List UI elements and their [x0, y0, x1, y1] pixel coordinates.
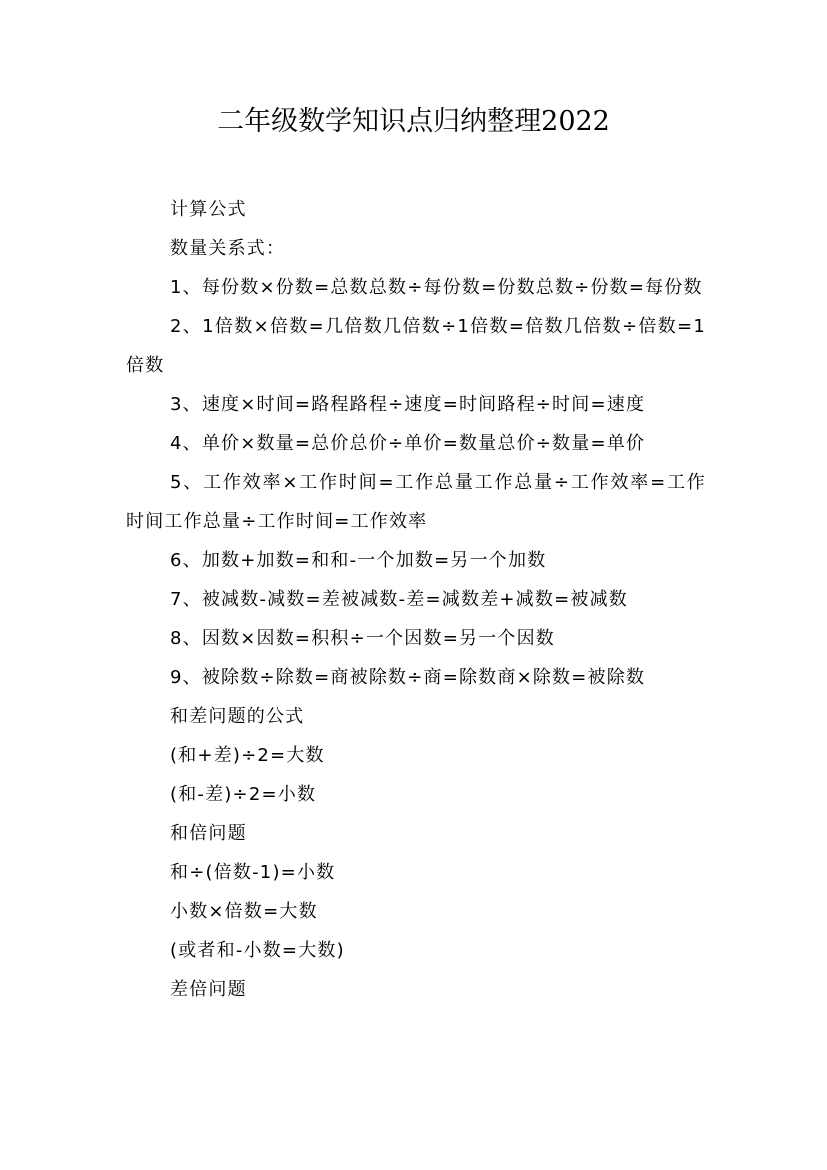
section-heading-sum-multiple: 和倍问题 [170, 823, 247, 844]
formula-line: (和-差)÷2=小数 [170, 784, 317, 805]
formula-item-5: 5、工作效率×工作时间=工作总量工作总量÷工作效率=工作时间工作总量÷工作时间=工作效率 [126, 472, 706, 532]
formula-item-9: 9、被除数÷除数=商被除数÷商=除数商×除数=被除数 [170, 667, 646, 688]
formula-item-1: 1、每份数×份数=总数总数÷每份数=份数总数÷份数=每份数 [170, 277, 703, 298]
formula-line: 小数×倍数=大数 [170, 901, 318, 922]
section-heading-formulas: 计算公式 [170, 199, 247, 220]
formula-line: 和÷(倍数-1)=小数 [170, 862, 336, 883]
formula-item-3: 3、速度×时间=路程路程÷速度=时间路程÷时间=速度 [170, 394, 646, 415]
section-heading-sum-difference: 和差问题的公式 [170, 706, 305, 727]
section-heading-relations: 数量关系式： [170, 238, 286, 259]
formula-item-8: 8、因数×因数=积积÷一个因数=另一个因数 [170, 628, 555, 649]
document-body [126, 190, 706, 1009]
formula-item-7: 7、被减数-减数=差被减数-差=减数差+减数=被减数 [170, 589, 628, 610]
document-title: 二年级数学知识点归纳整理2022 [217, 106, 610, 137]
formula-line: (或者和-小数=大数) [170, 940, 345, 961]
section-heading-difference-multiple: 差倍问题 [170, 979, 247, 1000]
formula-item-6: 6、加数+加数=和和-一个加数=另一个加数 [170, 550, 547, 571]
formula-item-2: 2、1倍数×倍数=几倍数几倍数÷1倍数=倍数几倍数÷倍数=1倍数 [126, 316, 706, 376]
formula-line: (和+差)÷2=大数 [170, 745, 325, 766]
formula-item-4: 4、单价×数量=总价总价÷单价=数量总价÷数量=单价 [170, 433, 646, 454]
